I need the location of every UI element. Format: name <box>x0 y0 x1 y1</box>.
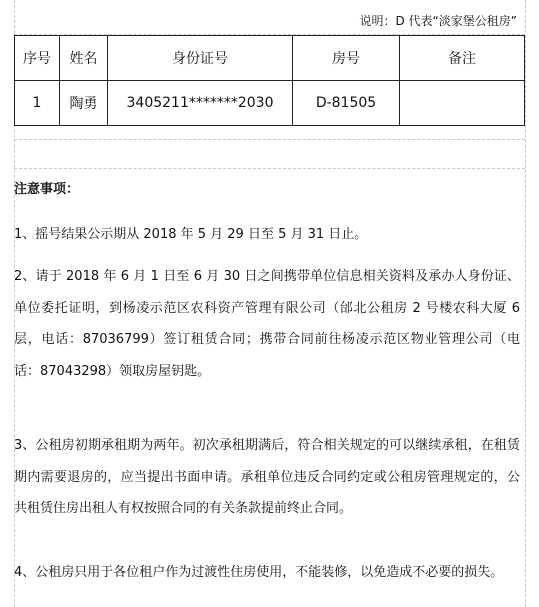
table-row <box>15 81 525 126</box>
cell-room-number: D-81505 <box>293 81 400 126</box>
header-id-number: 身份证号 <box>108 36 293 81</box>
cell-name: 陶勇 <box>60 81 108 126</box>
header-seq: 序号 <box>15 36 60 81</box>
row-separator <box>14 139 525 140</box>
notice-item-1: 1、摇号结果公示期从 2018 年 5 月 29 日至 5 月 31 日止。 <box>14 227 368 242</box>
notice-title: 注意事项： <box>14 182 80 197</box>
notice-item-4: 4、公租房只用于各位租户作为过渡性住房使用，不能装修，以免造成不必要的损失。 <box>14 565 504 580</box>
cell-id-number: 3405211*******2030 <box>108 81 293 126</box>
notice-item-2: 2、请于 2018 年 6 月 1 日至 6 月 30 日之间携带单位信息相关资料及承办人身份证、单位委托证明，到杨凌示范区农科资产管理有限公司（邰北公租房 2 号楼农科大厦 6 层，电话：87036799）签订租赁合同；携带合同前往杨凌示范区物业管理公司（电话：87043298）领取房屋钥匙。 <box>14 269 520 379</box>
row-separator <box>14 168 525 169</box>
header-remarks: 备注 <box>400 36 525 81</box>
note-text: 说明：D 代表“淡家堡公租房” <box>359 14 517 28</box>
header-name: 姓名 <box>60 36 108 81</box>
roster-table <box>14 35 525 126</box>
cell-seq: 1 <box>15 81 60 126</box>
table-header-row <box>15 36 525 81</box>
cell-remarks <box>400 81 525 126</box>
page-guide-right <box>525 0 526 607</box>
note-row <box>14 0 525 35</box>
notice-item-3: 3、公租房初期承租期为两年。初次承租期满后，符合相关规定的可以继续承租，在租赁期内需要退房的，应当提出书面申请。承租单位违反合同约定或公租房管理规定的，公共租赁住房出租人有权按照合同的有关条款提前终止合同。 <box>14 438 520 516</box>
header-room-number: 房号 <box>293 36 400 81</box>
